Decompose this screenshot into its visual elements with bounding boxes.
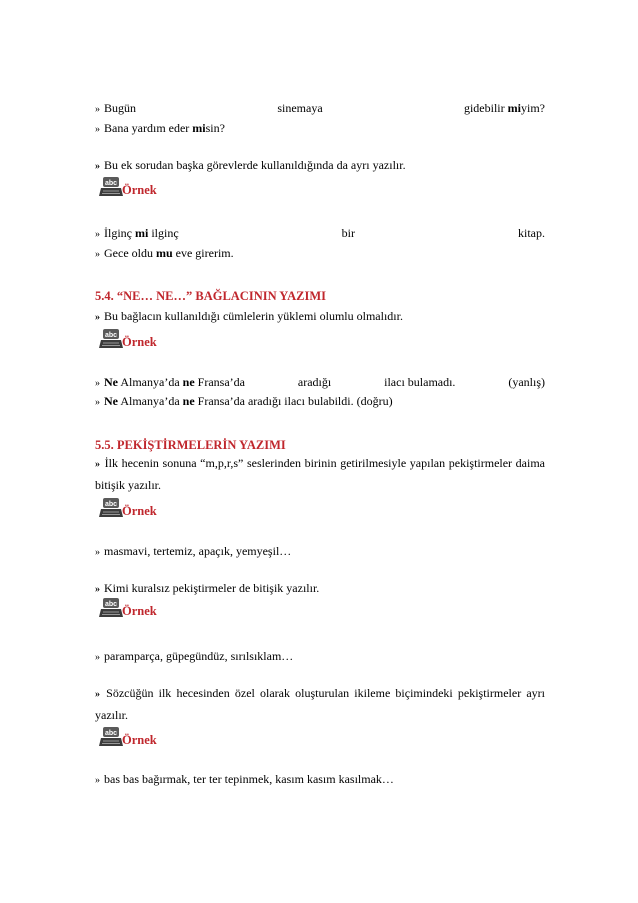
line-5: » Gece oldu mu eve girerim. xyxy=(95,246,234,260)
bullet: » xyxy=(95,124,100,135)
line-14: » bas bas bağırmak, ter ter tepinmek, kasım kasım kasılmak… xyxy=(95,772,394,786)
bullet: » xyxy=(95,229,100,240)
bullet: » xyxy=(95,584,100,595)
svg-text:abc: abc xyxy=(104,501,118,508)
example-label: Örnek xyxy=(122,604,157,618)
abc-keyboard-icon xyxy=(98,497,124,519)
example-label: Örnek xyxy=(122,335,157,349)
bullet: » xyxy=(95,459,100,470)
svg-text:abc: abc xyxy=(104,180,118,187)
example-heading xyxy=(98,724,157,748)
svg-text:abc: abc xyxy=(104,332,118,339)
line-8: » Ne Almanya’da ne Fransa’da aradığı ilacı bulabildi. (doğru) xyxy=(95,394,393,408)
abc-keyboard-icon xyxy=(98,328,124,350)
example-heading xyxy=(98,595,157,619)
abc-keyboard-icon xyxy=(98,726,124,748)
section-heading-5-5: 5.5. PEKİŞTİRMELERİN YAZIMI xyxy=(95,438,286,452)
example-heading xyxy=(98,495,157,519)
bullet: » xyxy=(95,547,100,558)
line-13: » Sözcüğün ilk hecesinden özel olarak oluşturulan ikileme biçimindeki pekiştirmeler ayrı yazılır. xyxy=(95,686,546,722)
line-1: » Bugün sinemaya gidebilir miyim? xyxy=(95,101,545,115)
bullet: » xyxy=(95,689,100,700)
line-10: » masmavi, tertemiz, apaçık, yemyeşil… xyxy=(95,544,292,558)
example-heading xyxy=(98,326,157,350)
line-3: » Bu ek sorudan başka görevlerde kullanıldığında da ayrı yazılır. xyxy=(95,158,406,172)
example-label: Örnek xyxy=(122,183,157,197)
svg-text:abc: abc xyxy=(104,601,118,608)
example-label: Örnek xyxy=(122,504,157,518)
abc-keyboard-icon xyxy=(98,597,124,619)
bullet: » xyxy=(95,161,100,172)
abc-keyboard-icon xyxy=(98,176,124,198)
bullet: » xyxy=(95,775,100,786)
example-heading xyxy=(98,174,157,198)
line-11: » Kimi kuralsız pekiştirmeler de bitişik yazılır. xyxy=(95,581,320,595)
line-4: » İlginç mi ilginç bir kitap. xyxy=(95,226,545,240)
svg-text:abc: abc xyxy=(104,730,118,737)
bullet: » xyxy=(95,104,100,115)
section-heading-5-4: 5.4. “NE… NE…” BAĞLACININ YAZIMI xyxy=(95,289,327,303)
bullet: » xyxy=(95,652,100,663)
bullet: » xyxy=(95,312,100,323)
example-label: Örnek xyxy=(122,733,157,747)
line-12: » paramparça, güpegündüz, sırılsıklam… xyxy=(95,649,294,663)
bullet: » xyxy=(95,397,100,408)
line-2: » Bana yardım eder misin? xyxy=(95,121,225,135)
line-7: » Ne Almanya’da ne Fransa’da aradığı ilacı bulamadı. (yanlış) xyxy=(95,375,545,389)
bullet: » xyxy=(95,249,100,260)
bullet: » xyxy=(95,378,100,389)
line-9: » İlk hecenin sonuna “m,p,r,s” seslerinden birinin getirilmesiyle yapılan pekiştirmeler daima bitişik yazılır. xyxy=(95,456,546,492)
line-6: » Bu bağlacın kullanıldığı cümlelerin yüklemi olumlu olmalıdır. xyxy=(95,309,403,323)
